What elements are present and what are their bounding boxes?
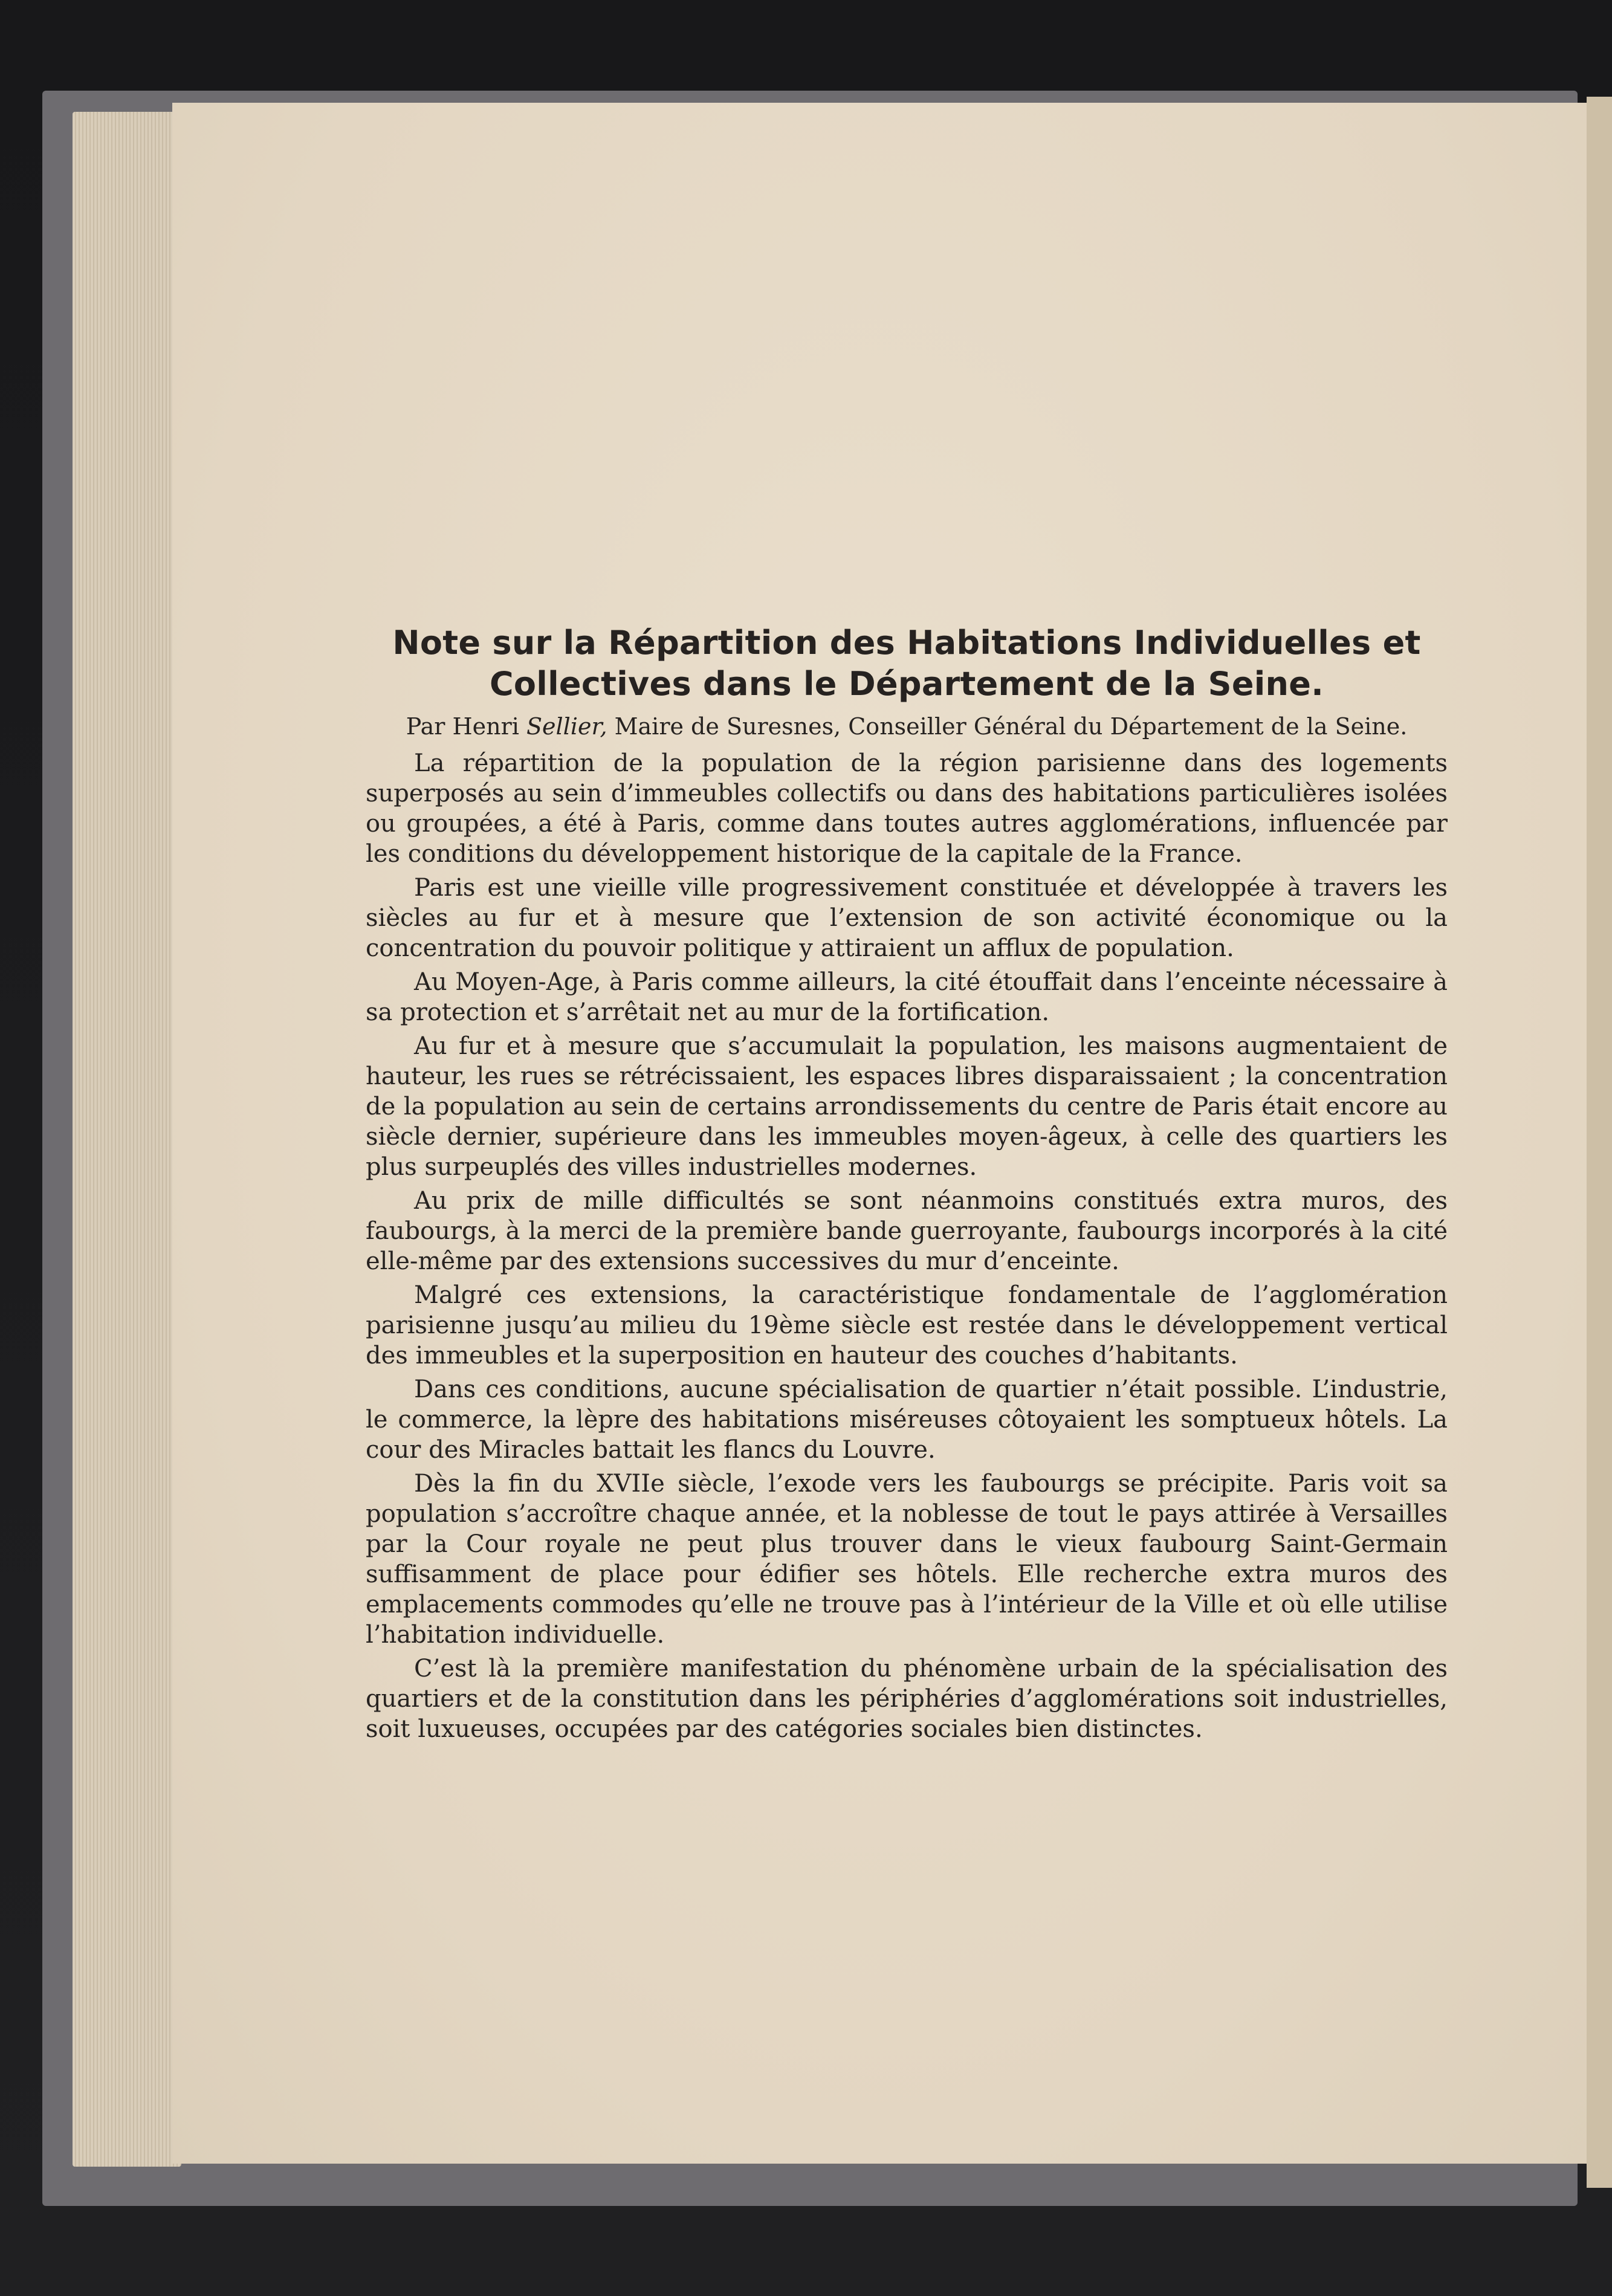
- paragraph: Paris est une vieille ville progressivement constituée et développée à travers les siècles au fur et à mesure que l’extension de son activité économique ou la concentration du pouvoir politique y attiraient un afflux de population.: [366, 874, 1448, 962]
- paragraph: Dès la fin du XVIIe siècle, l’exode vers les faubourgs se précipite. Paris voit sa population s’accroître chaque année, et la noblesse de tout le pays attirée à Versailles par la Cour royale ne peut plus trouver dans le vieux faubourg Saint-Germain suffisamment de place pour édifier ses hôtels. Elle recherche extra muros des emplacements commodes qu’elle ne trouve pas à l’intérieur de la Ville et où elle utilise l’habitation individuelle.: [366, 1470, 1448, 1649]
- paragraph: Au prix de mille difficultés se sont néanmoins constitués extra muros, des faubourgs, à la merci de la première bande guerroyante, faubourgs incorporés à la cité elle-même par des extensions successives du mur d’enceinte.: [366, 1187, 1448, 1275]
- paragraph: Au Moyen-Age, à Paris comme ailleurs, la cité étouffait dans l’enceinte nécessaire à sa protection et s’arrêtait net au mur de la fortification.: [366, 968, 1448, 1026]
- article-title: Note sur la Répartition des Habitations Individuelles et Collectives dans le Département de la Seine.: [392, 624, 1421, 703]
- paragraph: Au fur et à mesure que s’accumulait la population, les maisons augmentaient de hauteur, les rues se rétrécissaient, les espaces libres disparaissaient ; la concentration de la population au sein de certains arrondissements du centre de Paris était encore au siècle dernier, supérieure dans les immeubles moyen-âgeux, à celle des quartiers les plus surpeuplés des villes industrielles modernes.: [366, 1032, 1448, 1181]
- facing-page-edge: [1587, 97, 1612, 2188]
- byline: [390, 713, 1423, 740]
- byline-prefix: Par Henri: [406, 713, 526, 740]
- paragraph: C’est là la première manifestation du phénomène urbain de la spécialisation des quartiers et de la constitution dans les périphéries d’agglomérations soit industrielles, soit luxueuses, occupées par des catégories sociales bien distinctes.: [366, 1655, 1448, 1743]
- page-edges: [73, 112, 181, 2167]
- paragraph: Malgré ces extensions, la caractéristique fondamentale de l’agglomération parisienne jusqu’au milieu du 19ème siècle est restée dans le développement vertical des immeubles et la superposition en hauteur des couches d’habitants.: [366, 1281, 1448, 1370]
- paragraph: La répartition de la population de la région parisienne dans des logements superposés au sein d’immeubles collectifs ou dans des habitations particulières isolées ou groupées, a été à Paris, comme dans toutes autres agglomérations, influencée par les conditions du développement historique de la capitale de la France.: [366, 749, 1448, 868]
- article: [366, 623, 1448, 1748]
- author-name: Sellier,: [526, 713, 607, 740]
- paragraph: Dans ces conditions, aucune spécialisation de quartier n’était possible. L’industrie, le commerce, la lèpre des habitations miséreuses côtoyaient les somptueux hôtels. La cour des Miracles battait les flancs du Louvre.: [366, 1376, 1448, 1464]
- byline-suffix: Maire de Suresnes, Conseiller Général du Département de la Seine.: [607, 713, 1408, 740]
- book-page: [172, 103, 1587, 2164]
